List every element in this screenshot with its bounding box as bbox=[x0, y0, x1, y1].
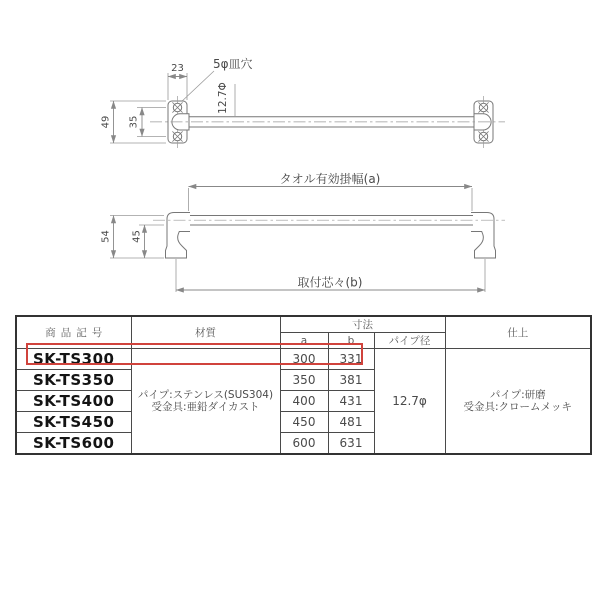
spec-table bbox=[15, 315, 592, 455]
dim-35-label: 35 bbox=[128, 115, 140, 129]
dim-45-label: 45 bbox=[131, 230, 143, 243]
screw-icon bbox=[172, 102, 182, 112]
screw-icon bbox=[172, 131, 182, 141]
finish-cell bbox=[445, 349, 591, 454]
dim-b-cell: 381 bbox=[328, 370, 374, 391]
material-line: パイプ:ステンレス(SUS304) bbox=[137, 388, 274, 401]
screw-icon bbox=[478, 131, 488, 141]
header-dimensions: 寸法 bbox=[280, 316, 445, 333]
header-dim-b: b bbox=[328, 333, 374, 349]
dim-b-cell: 631 bbox=[328, 433, 374, 454]
product-code-cell: SK-TS350 bbox=[16, 370, 131, 391]
dim-b-cell: 431 bbox=[328, 391, 374, 412]
finish-line: パイプ:研磨 bbox=[489, 388, 546, 401]
material-cell bbox=[131, 349, 280, 454]
dimension-clearance bbox=[132, 225, 165, 258]
screw-icon bbox=[478, 102, 488, 112]
dimension-mount-pitch bbox=[176, 259, 485, 292]
pipe-diameter-cell: 12.7φ bbox=[374, 349, 445, 454]
dim-a-cell: 600 bbox=[280, 433, 328, 454]
header-dim-a: a bbox=[280, 333, 328, 349]
material-line: 受金具:亜鉛ダイカスト bbox=[151, 400, 260, 413]
dim-b-cell: 331 bbox=[328, 349, 374, 370]
header-material: 材質 bbox=[131, 316, 280, 349]
dim-23-label: 23 bbox=[171, 63, 184, 74]
dimension-plate-width bbox=[168, 63, 187, 100]
dim-a-cell: 450 bbox=[280, 412, 328, 433]
left-bracket-profile bbox=[166, 213, 191, 259]
dim-a-cell: 350 bbox=[280, 370, 328, 391]
header-finish: 仕上 bbox=[445, 316, 591, 349]
product-code-cell: SK-TS300 bbox=[16, 349, 131, 370]
effective-width-label: タオル有効掛幅(a) bbox=[279, 172, 381, 186]
right-bracket-profile bbox=[471, 213, 496, 259]
side-view bbox=[101, 171, 506, 292]
dim-a-cell: 300 bbox=[280, 349, 328, 370]
header-product-code: 商品記号 bbox=[16, 316, 131, 349]
hole-callout-label: 5φ皿穴 bbox=[213, 57, 253, 71]
product-code-cell: SK-TS600 bbox=[16, 433, 131, 454]
pipe-diameter-callout bbox=[217, 82, 235, 116]
table-row bbox=[16, 349, 591, 370]
dim-54-label: 54 bbox=[100, 230, 112, 243]
finish-line: 受金具:クロームメッキ bbox=[463, 400, 573, 413]
mount-pitch-label: 取付芯々(b) bbox=[297, 275, 363, 290]
dim-49-label: 49 bbox=[100, 115, 112, 129]
dim-b-cell: 481 bbox=[328, 412, 374, 433]
product-code-cell: SK-TS450 bbox=[16, 412, 131, 433]
dimension-effective-width bbox=[189, 171, 473, 211]
plan-view bbox=[101, 57, 506, 148]
product-code-cell: SK-TS400 bbox=[16, 391, 131, 412]
pipe-dia-label: 12.7Φ bbox=[217, 82, 229, 114]
header-pipe-diameter: パイプ径 bbox=[374, 333, 445, 349]
dim-a-cell: 400 bbox=[280, 391, 328, 412]
